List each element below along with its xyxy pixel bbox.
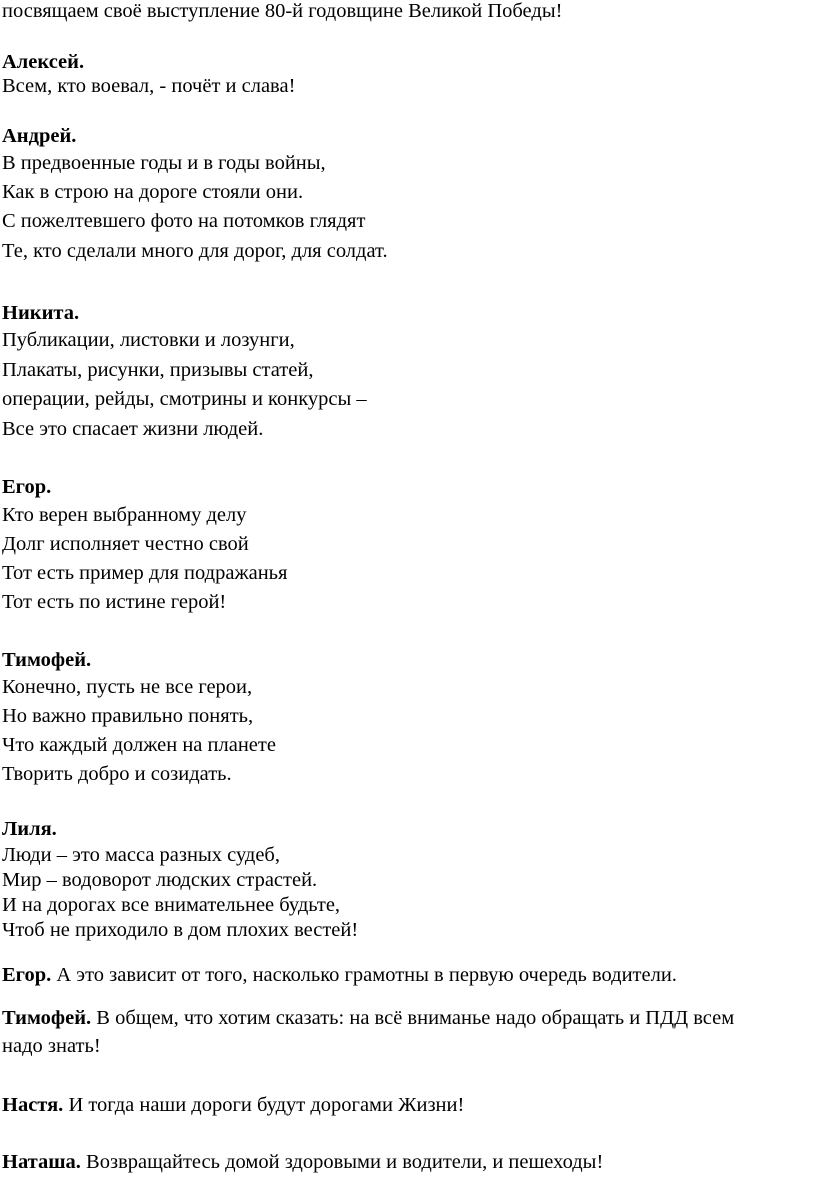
prose-text: А это зависит от того, насколько грамотны в первую очередь водители.: [51, 964, 677, 986]
speaker-name: Тимофей.: [2, 1007, 92, 1029]
intro-line: посвящаем своё выступление 80-й годовщине Великой Победы!: [2, 0, 563, 22]
verse-line: И на дорогах все внимательнее будьте,: [2, 894, 341, 916]
verse-line: В предвоенные годы и в годы войны,: [2, 152, 326, 174]
verse-line: Все это спасает жизни людей.: [2, 418, 264, 440]
speaker-lilya: Лиля.: [2, 818, 57, 840]
prose-text: Возвращайтесь домой здоровыми и водители, и пешеходы!: [80, 1151, 604, 1173]
verse-line: Те, кто сделали много для дорог, для солдат.: [2, 240, 388, 262]
verse-line: Кто верен выбранному делу: [2, 504, 247, 526]
prose-timofey: [2, 1008, 734, 1029]
speaker-name: Егор.: [2, 964, 52, 986]
prose-timofey-continued: надо знать!: [2, 1035, 101, 1057]
speaker-name: Настя.: [2, 1094, 64, 1116]
prose-natasha: [2, 1152, 603, 1173]
prose-nastya: [2, 1095, 464, 1116]
verse-line: Мир – водоворот людских страстей.: [2, 869, 318, 891]
verse-line: Тот есть по истине герой!: [2, 591, 227, 613]
verse-line: Творить добро и созидать.: [2, 763, 232, 785]
verse-line: С пожелтевшего фото на потомков глядят: [2, 210, 366, 232]
verse-line: Что каждый должен на планете: [2, 734, 276, 756]
verse-line: Публикации, листовки и лозунги,: [2, 329, 295, 351]
verse-line: Долг исполняет честно свой: [2, 533, 249, 555]
verse-line: Люди – это масса разных судеб,: [2, 844, 280, 866]
verse-line: Как в строю на дороге стояли они.: [2, 181, 304, 203]
speaker-timofey: Тимофей.: [2, 649, 92, 671]
prose-text: В общем, что хотим сказать: на всё вниманье надо обращать и ПДД всем: [91, 1007, 735, 1029]
prose-egor: [2, 965, 677, 986]
verse-line: Но важно правильно понять,: [2, 705, 254, 727]
speaker-andrey: Андрей.: [2, 125, 77, 147]
verse-line: Плакаты, рисунки, призывы статей,: [2, 359, 314, 381]
verse-line: операции, рейды, смотрины и конкурсы –: [2, 388, 367, 410]
speaker-alexey: Алексей.: [2, 51, 85, 73]
speaker-name: Наташа.: [2, 1151, 81, 1173]
verse-line: Тот есть пример для подражанья: [2, 562, 288, 584]
verse-line: Всем, кто воевал, - почёт и слава!: [2, 75, 296, 97]
verse-line: Конечно, пусть не все герои,: [2, 676, 253, 698]
speaker-nikita: Никита.: [2, 302, 80, 324]
speaker-egor: Егор.: [2, 476, 52, 498]
verse-line: Чтоб не приходило в дом плохих вестей!: [2, 919, 359, 941]
prose-text: И тогда наши дороги будут дорогами Жизни!: [63, 1094, 465, 1116]
